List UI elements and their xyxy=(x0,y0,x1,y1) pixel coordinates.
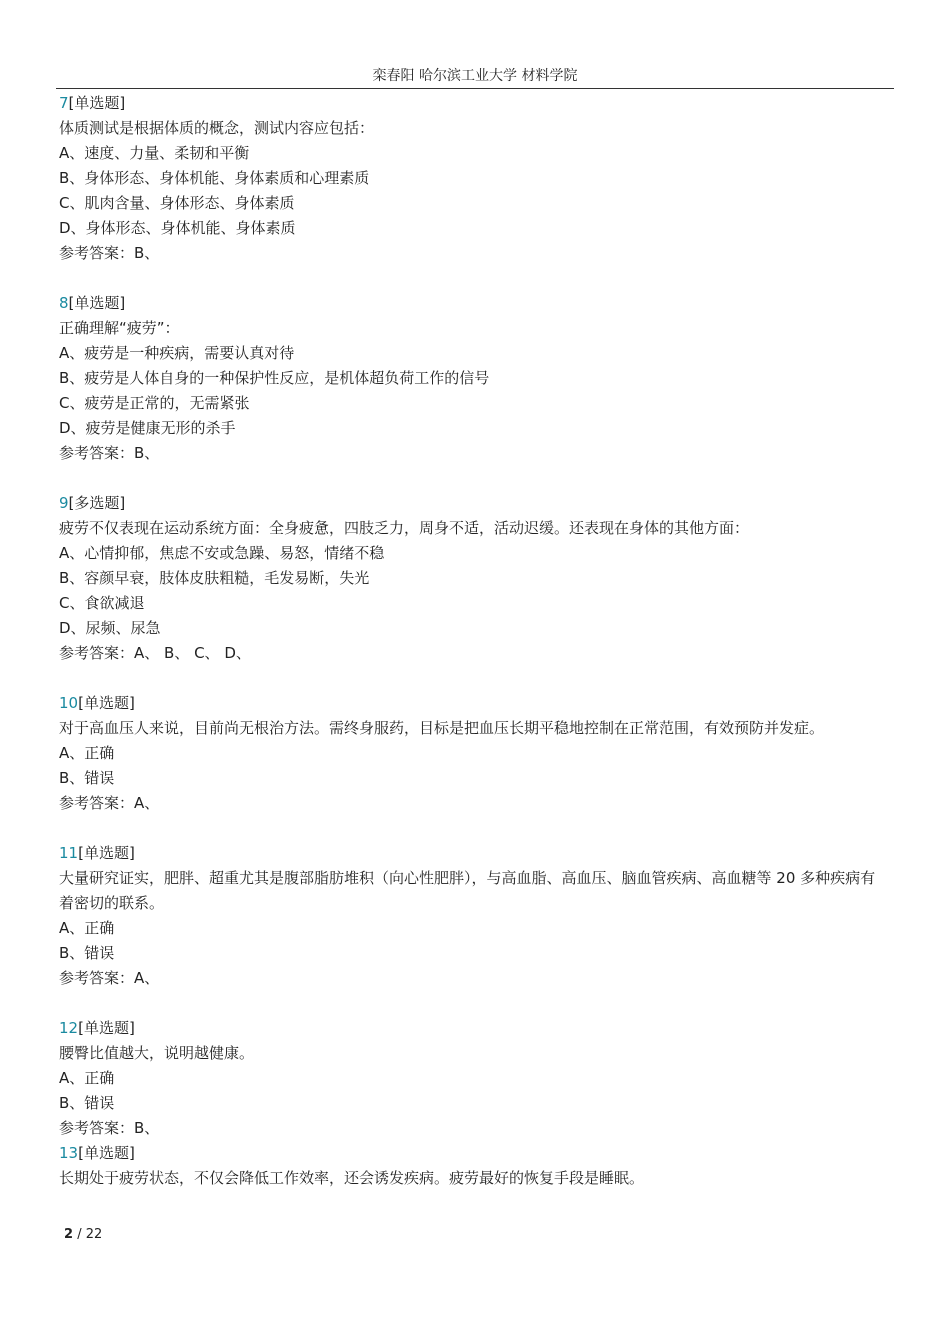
question-type: [单选题] xyxy=(68,94,126,112)
question-10 xyxy=(59,691,889,816)
header-text: 栾春阳 哈尔滨工业大学 材料学院 xyxy=(372,68,578,84)
answer: 参考答案：A、 B、 C、 D、 xyxy=(59,644,251,662)
question-13 xyxy=(59,1141,889,1191)
question-number: 8 xyxy=(59,294,69,312)
question-type: [单选题] xyxy=(78,1019,135,1037)
answer: 参考答案：A、 xyxy=(59,969,160,987)
question-stem: 对于高血压人来说，目前尚无根治方法。需终身服药，目标是把血压长期平稳地控制在正常范围，有效预防并发症。 xyxy=(59,719,825,737)
option-d: D、身体形态、身体机能、身体素质 xyxy=(59,219,296,237)
option-a: A、正确 xyxy=(59,744,115,762)
question-9 xyxy=(59,491,889,666)
question-title xyxy=(59,691,889,716)
option-a: A、正确 xyxy=(59,919,115,937)
question-12 xyxy=(59,1016,889,1141)
question-8 xyxy=(59,291,889,466)
question-list xyxy=(59,91,889,1191)
option-c: C、肌肉含量、身体形态、身体素质 xyxy=(59,194,295,212)
question-type: [单选题] xyxy=(68,294,126,312)
question-7 xyxy=(59,91,889,266)
option-c: C、食欲减退 xyxy=(59,594,145,612)
question-type: [单选题] xyxy=(78,1144,135,1162)
option-a: A、疲劳是一种疾病，需要认真对待 xyxy=(59,344,295,362)
question-stem: 腰臀比值越大，说明越健康。 xyxy=(59,1044,255,1062)
page-header xyxy=(56,66,894,89)
option-a: A、正确 xyxy=(59,1069,115,1087)
question-number: 13 xyxy=(59,1144,79,1162)
question-title xyxy=(59,491,889,516)
question-number: 9 xyxy=(59,494,69,512)
question-number: 12 xyxy=(59,1019,79,1037)
option-d: D、尿频、尿急 xyxy=(59,619,161,637)
question-title xyxy=(59,841,889,866)
question-stem: 长期处于疲劳状态，不仅会降低工作效率，还会诱发疾病。疲劳最好的恢复手段是睡眠。 xyxy=(59,1169,645,1187)
question-type: [多选题] xyxy=(68,494,126,512)
question-stem: 正确理解“疲劳”： xyxy=(59,319,180,337)
question-number: 11 xyxy=(59,844,79,862)
option-c: C、疲劳是正常的，无需紧张 xyxy=(59,394,250,412)
question-stem: 疲劳不仅表现在运动系统方面：全身疲惫，四肢乏力，周身不适，活动迟缓。还表现在身体的其他方面： xyxy=(59,519,750,537)
answer: 参考答案：A、 xyxy=(59,794,160,812)
question-title xyxy=(59,1141,889,1166)
option-b: B、错误 xyxy=(59,769,115,787)
question-title xyxy=(59,1016,889,1041)
option-b: B、容颜早衰，肢体皮肤粗糙，毛发易断，失光 xyxy=(59,569,370,587)
answer: 参考答案：B、 xyxy=(59,244,160,262)
question-number: 7 xyxy=(59,94,69,112)
total-pages: / 22 xyxy=(77,1227,103,1242)
answer: 参考答案：B、 xyxy=(59,444,160,462)
question-stem: 大量研究证实，肥胖、超重尤其是腹部脂肪堆积（向心性肥胖），与高血脂、高血压、脑血管疾病、高血糖等 20 多种疾病有着密切的联系。 xyxy=(59,869,876,912)
option-b: B、身体形态、身体机能、身体素质和心理素质 xyxy=(59,169,370,187)
option-d: D、疲劳是健康无形的杀手 xyxy=(59,419,236,437)
question-title xyxy=(59,291,889,316)
current-page: 2 xyxy=(64,1227,74,1242)
page-number xyxy=(64,1226,102,1244)
question-number: 10 xyxy=(59,694,79,712)
answer: 参考答案：B、 xyxy=(59,1119,160,1137)
question-title xyxy=(59,91,889,116)
question-type: [单选题] xyxy=(78,844,135,862)
option-b: B、疲劳是人体自身的一种保护性反应，是机体超负荷工作的信号 xyxy=(59,369,490,387)
option-a: A、速度、力量、柔韧和平衡 xyxy=(59,144,250,162)
question-11 xyxy=(59,841,889,991)
question-stem: 体质测试是根据体质的概念，测试内容应包括： xyxy=(59,119,375,137)
option-b: B、错误 xyxy=(59,944,115,962)
option-a: A、心情抑郁，焦虑不安或急躁、易怒，情绪不稳 xyxy=(59,544,385,562)
option-b: B、错误 xyxy=(59,1094,115,1112)
question-type: [单选题] xyxy=(78,694,135,712)
